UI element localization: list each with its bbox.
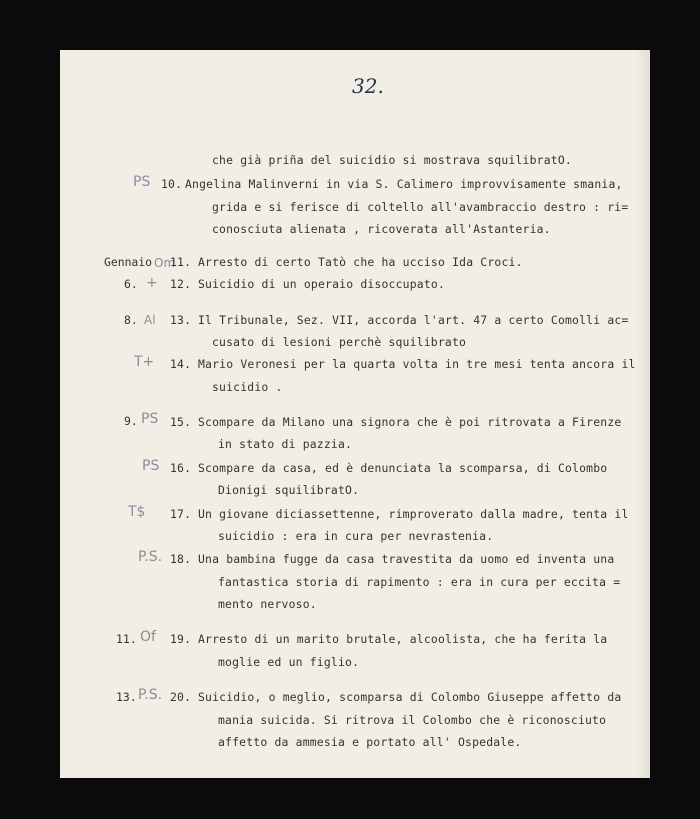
entry-text-line: conosciuta alienata , ricoverata all'Astanteria.: [212, 222, 551, 236]
entry-text-line: mento nervoso.: [218, 597, 317, 611]
entry-text-line: Arresto di un marito brutale, alcoolista, che ha ferita la: [198, 632, 608, 646]
entry-text-line: Scompare da Milano una signora che è poi ritrovata a Firenze: [198, 415, 622, 429]
entry-text-line: cusato di lesioni perchè squilibrato: [212, 335, 467, 349]
entry-number: 15.: [170, 415, 192, 429]
entry-date: 11.: [116, 632, 137, 646]
margin-annotation: PS: [141, 411, 159, 427]
entry-number: 20.: [170, 690, 192, 704]
entry-text-line: Suicidio di un operaio disoccupato.: [198, 277, 446, 291]
entry-text-line: Un giovane diciassettenne, rimproverato dalla madre, tenta il: [198, 507, 629, 521]
page-number: 32.: [352, 74, 384, 98]
margin-annotation: +: [146, 275, 158, 291]
entry-text-line: grida e si ferisce di coltello all'avambraccio destro : ri=: [212, 200, 629, 214]
entry-text-line: Angelina Malinverni in via S. Calimero improvvisamente smania,: [185, 177, 623, 191]
entry-text-line: moglie ed un figlio.: [218, 655, 360, 669]
entry-text-line: in stato di pazzia.: [218, 437, 353, 451]
entry-date: 9.: [124, 414, 138, 428]
entry-text-line: Dionigi squilibratO.: [218, 483, 360, 497]
entry-text-line: fantastica storia di rapimento : era in cura per eccita =: [218, 575, 621, 589]
entry-date: 13.: [116, 690, 137, 704]
entry-date: 6.: [124, 277, 138, 291]
margin-annotation: P.S.: [138, 549, 163, 565]
entry-text-line: Una bambina fugge da casa travestita da uomo ed inventa una: [198, 552, 615, 566]
margin-annotation: Al: [144, 313, 156, 327]
entry-text-line: affetto da ammesia e portato all' Ospedale.: [218, 735, 522, 749]
entry-text-line: Mario Veronesi per la quarta volta in tre mesi tenta ancora il: [198, 357, 636, 371]
entry-number: 11.: [170, 255, 192, 269]
entry-text-line: Suicidio, o meglio, scomparsa di Colombo Giuseppe affetto da: [198, 690, 622, 704]
entry-number: 10.: [161, 177, 183, 191]
entry-number: 16.: [170, 461, 192, 475]
entry-date: Gennaio: [104, 255, 153, 269]
entry-number: 14.: [170, 357, 192, 371]
entry-text-line: suicidio : era in cura per nevrastenia.: [218, 529, 494, 543]
margin-annotation: PS: [142, 458, 160, 474]
entry-number: 12.: [170, 277, 192, 291]
document-page: [60, 50, 650, 778]
entry-text-line: suicidio .: [212, 380, 283, 394]
margin-annotation: Of: [140, 629, 156, 645]
entry-text-line: Scompare da casa, ed è denunciata la scomparsa, di Colombo: [198, 461, 608, 475]
entry-number: 13.: [170, 313, 192, 327]
margin-annotation: T$: [128, 504, 146, 520]
entry-number: 19.: [170, 632, 192, 646]
margin-annotation: P.S.: [138, 687, 163, 703]
entry-text-line: Arresto di certo Tatò che ha ucciso Ida Croci.: [198, 255, 523, 269]
entry-text-line: che già priña del suicidio si mostrava squilibratO.: [212, 153, 572, 167]
entry-text-line: Il Tribunale, Sez. VII, accorda l'art. 47 a certo Comolli ac=: [198, 313, 629, 327]
entry-number: 18.: [170, 552, 192, 566]
margin-annotation: PS: [133, 174, 151, 190]
entry-date: 8.: [124, 313, 138, 327]
entry-number: 17.: [170, 507, 192, 521]
margin-annotation: T+: [134, 354, 155, 370]
margin-annotation: Om: [154, 256, 176, 270]
entry-text-line: mania suicida. Si ritrova il Colombo che è riconosciuto: [218, 713, 607, 727]
